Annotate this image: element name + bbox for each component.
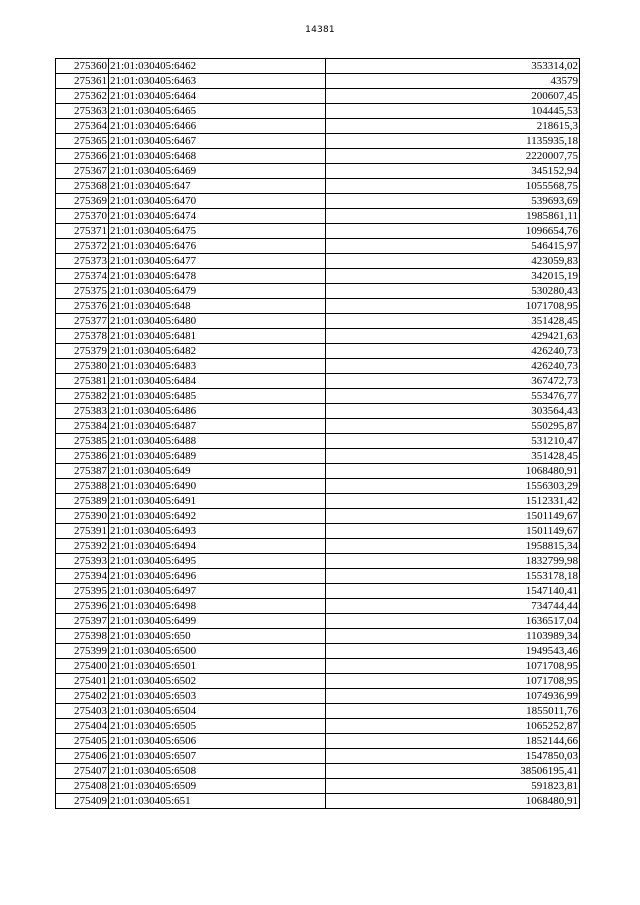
cadastral-value-cell: 1055568,75	[326, 179, 580, 194]
table-row	[56, 764, 580, 779]
row-number-cell: 275364	[56, 119, 109, 134]
cadastral-number-cell: 21:01:030405:6505	[109, 719, 326, 734]
cadastral-number-cell: 21:01:030405:6467	[109, 134, 326, 149]
cadastral-number-cell: 21:01:030405:6490	[109, 479, 326, 494]
cadastral-number-cell: 21:01:030405:6504	[109, 704, 326, 719]
table-row	[56, 419, 580, 434]
row-number-cell: 275366	[56, 149, 109, 164]
row-number-cell: 275396	[56, 599, 109, 614]
cadastral-value-cell: 43579	[326, 74, 580, 89]
table-row	[56, 239, 580, 254]
table-row	[56, 374, 580, 389]
row-number-cell: 275403	[56, 704, 109, 719]
row-number-cell: 275368	[56, 179, 109, 194]
cadastral-value-cell: 351428,45	[326, 314, 580, 329]
cadastral-value-cell: 1547850,03	[326, 749, 580, 764]
page-number: 14381	[305, 25, 335, 35]
row-number-cell: 275375	[56, 284, 109, 299]
cadastral-number-cell: 21:01:030405:6465	[109, 104, 326, 119]
cadastral-value-cell: 1636517,04	[326, 614, 580, 629]
cadastral-number-cell: 21:01:030405:6482	[109, 344, 326, 359]
row-number-cell: 275384	[56, 419, 109, 434]
row-number-cell: 275378	[56, 329, 109, 344]
cadastral-value-cell: 591823,81	[326, 779, 580, 794]
registry-table	[55, 58, 580, 809]
cadastral-number-cell: 21:01:030405:6464	[109, 89, 326, 104]
cadastral-number-cell: 21:01:030405:6498	[109, 599, 326, 614]
cadastral-number-cell: 21:01:030405:6509	[109, 779, 326, 794]
cadastral-value-cell: 1065252,87	[326, 719, 580, 734]
row-number-cell: 275377	[56, 314, 109, 329]
cadastral-value-cell: 429421,63	[326, 329, 580, 344]
table-row	[56, 89, 580, 104]
row-number-cell: 275369	[56, 194, 109, 209]
cadastral-value-cell: 353314,02	[326, 59, 580, 74]
cadastral-number-cell: 21:01:030405:6500	[109, 644, 326, 659]
row-number-cell: 275385	[56, 434, 109, 449]
row-number-cell: 275380	[56, 359, 109, 374]
row-number-cell: 275394	[56, 569, 109, 584]
row-number-cell: 275361	[56, 74, 109, 89]
registry-table-body	[56, 59, 580, 809]
cadastral-number-cell: 21:01:030405:6506	[109, 734, 326, 749]
table-row	[56, 719, 580, 734]
cadastral-number-cell: 21:01:030405:6489	[109, 449, 326, 464]
table-row	[56, 599, 580, 614]
cadastral-number-cell: 21:01:030405:6499	[109, 614, 326, 629]
table-row	[56, 734, 580, 749]
cadastral-number-cell: 21:01:030405:6485	[109, 389, 326, 404]
cadastral-number-cell: 21:01:030405:6477	[109, 254, 326, 269]
table-row	[56, 704, 580, 719]
cadastral-number-cell: 21:01:030405:6466	[109, 119, 326, 134]
cadastral-value-cell: 531210,47	[326, 434, 580, 449]
row-number-cell: 275389	[56, 494, 109, 509]
cadastral-number-cell: 21:01:030405:6495	[109, 554, 326, 569]
cadastral-number-cell: 21:01:030405:6501	[109, 659, 326, 674]
cadastral-number-cell: 21:01:030405:6486	[109, 404, 326, 419]
row-number-cell: 275383	[56, 404, 109, 419]
cadastral-value-cell: 1501149,67	[326, 509, 580, 524]
cadastral-value-cell: 1855011,76	[326, 704, 580, 719]
cadastral-value-cell: 426240,73	[326, 359, 580, 374]
cadastral-value-cell: 1832799,98	[326, 554, 580, 569]
cadastral-number-cell: 21:01:030405:651	[109, 794, 326, 809]
table-row	[56, 749, 580, 764]
table-row	[56, 134, 580, 149]
table-row	[56, 59, 580, 74]
cadastral-value-cell: 342015,19	[326, 269, 580, 284]
cadastral-value-cell: 351428,45	[326, 449, 580, 464]
row-number-cell: 275401	[56, 674, 109, 689]
table-row	[56, 194, 580, 209]
table-row	[56, 659, 580, 674]
cadastral-number-cell: 21:01:030405:6462	[109, 59, 326, 74]
table-row	[56, 779, 580, 794]
table-row	[56, 269, 580, 284]
row-number-cell: 275398	[56, 629, 109, 644]
row-number-cell: 275371	[56, 224, 109, 239]
row-number-cell: 275387	[56, 464, 109, 479]
row-number-cell: 275399	[56, 644, 109, 659]
row-number-cell: 275372	[56, 239, 109, 254]
table-row	[56, 329, 580, 344]
cadastral-value-cell: 1068480,91	[326, 464, 580, 479]
row-number-cell: 275402	[56, 689, 109, 704]
row-number-cell: 275409	[56, 794, 109, 809]
cadastral-number-cell: 21:01:030405:6474	[109, 209, 326, 224]
table-row	[56, 524, 580, 539]
cadastral-number-cell: 21:01:030405:6476	[109, 239, 326, 254]
cadastral-value-cell: 1096654,76	[326, 224, 580, 239]
row-number-cell: 275360	[56, 59, 109, 74]
row-number-cell: 275404	[56, 719, 109, 734]
cadastral-value-cell: 1103989,34	[326, 629, 580, 644]
table-row	[56, 179, 580, 194]
table-row	[56, 224, 580, 239]
cadastral-number-cell: 21:01:030405:6469	[109, 164, 326, 179]
cadastral-value-cell: 423059,83	[326, 254, 580, 269]
row-number-cell: 275393	[56, 554, 109, 569]
cadastral-number-cell: 21:01:030405:6480	[109, 314, 326, 329]
cadastral-value-cell: 1556303,29	[326, 479, 580, 494]
table-row	[56, 644, 580, 659]
cadastral-value-cell: 2220007,75	[326, 149, 580, 164]
table-row	[56, 569, 580, 584]
row-number-cell: 275379	[56, 344, 109, 359]
table-row	[56, 434, 580, 449]
cadastral-number-cell: 21:01:030405:6496	[109, 569, 326, 584]
cadastral-number-cell: 21:01:030405:6488	[109, 434, 326, 449]
table-row	[56, 344, 580, 359]
cadastral-number-cell: 21:01:030405:6491	[109, 494, 326, 509]
cadastral-number-cell: 21:01:030405:6503	[109, 689, 326, 704]
cadastral-value-cell: 218615,3	[326, 119, 580, 134]
row-number-cell: 275365	[56, 134, 109, 149]
cadastral-value-cell: 550295,87	[326, 419, 580, 434]
cadastral-value-cell: 1135935,18	[326, 134, 580, 149]
table-row	[56, 674, 580, 689]
row-number-cell: 275400	[56, 659, 109, 674]
table-row	[56, 299, 580, 314]
cadastral-number-cell: 21:01:030405:6502	[109, 674, 326, 689]
cadastral-number-cell: 21:01:030405:647	[109, 179, 326, 194]
cadastral-value-cell: 539693,69	[326, 194, 580, 209]
row-number-cell: 275392	[56, 539, 109, 554]
cadastral-value-cell: 345152,94	[326, 164, 580, 179]
cadastral-number-cell: 21:01:030405:6497	[109, 584, 326, 599]
table-row	[56, 209, 580, 224]
row-number-cell: 275374	[56, 269, 109, 284]
cadastral-value-cell: 367472,73	[326, 374, 580, 389]
cadastral-number-cell: 21:01:030405:6507	[109, 749, 326, 764]
cadastral-value-cell: 1071708,95	[326, 659, 580, 674]
table-row	[56, 74, 580, 89]
cadastral-number-cell: 21:01:030405:650	[109, 629, 326, 644]
cadastral-number-cell: 21:01:030405:6508	[109, 764, 326, 779]
cadastral-number-cell: 21:01:030405:6481	[109, 329, 326, 344]
cadastral-value-cell: 38506195,41	[326, 764, 580, 779]
row-number-cell: 275407	[56, 764, 109, 779]
cadastral-number-cell: 21:01:030405:648	[109, 299, 326, 314]
row-number-cell: 275386	[56, 449, 109, 464]
cadastral-value-cell: 200607,45	[326, 89, 580, 104]
cadastral-value-cell: 734744,44	[326, 599, 580, 614]
cadastral-number-cell: 21:01:030405:6494	[109, 539, 326, 554]
row-number-cell: 275390	[56, 509, 109, 524]
table-row	[56, 314, 580, 329]
row-number-cell: 275395	[56, 584, 109, 599]
table-row	[56, 479, 580, 494]
row-number-cell: 275362	[56, 89, 109, 104]
table-row	[56, 584, 580, 599]
row-number-cell: 275391	[56, 524, 109, 539]
row-number-cell: 275367	[56, 164, 109, 179]
row-number-cell: 275370	[56, 209, 109, 224]
cadastral-value-cell: 1068480,91	[326, 794, 580, 809]
table-row	[56, 149, 580, 164]
table-row	[56, 494, 580, 509]
table-row	[56, 629, 580, 644]
cadastral-value-cell: 530280,43	[326, 284, 580, 299]
cadastral-value-cell: 1852144,66	[326, 734, 580, 749]
row-number-cell: 275405	[56, 734, 109, 749]
cadastral-value-cell: 546415,97	[326, 239, 580, 254]
cadastral-value-cell: 553476,77	[326, 389, 580, 404]
cadastral-number-cell: 21:01:030405:649	[109, 464, 326, 479]
table-row	[56, 164, 580, 179]
cadastral-number-cell: 21:01:030405:6475	[109, 224, 326, 239]
table-row	[56, 794, 580, 809]
cadastral-number-cell: 21:01:030405:6492	[109, 509, 326, 524]
cadastral-value-cell: 1512331,42	[326, 494, 580, 509]
table-row	[56, 284, 580, 299]
row-number-cell: 275376	[56, 299, 109, 314]
cadastral-number-cell: 21:01:030405:6468	[109, 149, 326, 164]
row-number-cell: 275397	[56, 614, 109, 629]
cadastral-number-cell: 21:01:030405:6479	[109, 284, 326, 299]
table-row	[56, 389, 580, 404]
table-row	[56, 254, 580, 269]
cadastral-value-cell: 1985861,11	[326, 209, 580, 224]
cadastral-number-cell: 21:01:030405:6487	[109, 419, 326, 434]
table-row	[56, 359, 580, 374]
table-row	[56, 554, 580, 569]
cadastral-number-cell: 21:01:030405:6463	[109, 74, 326, 89]
cadastral-value-cell: 1071708,95	[326, 674, 580, 689]
cadastral-number-cell: 21:01:030405:6478	[109, 269, 326, 284]
row-number-cell: 275381	[56, 374, 109, 389]
row-number-cell: 275408	[56, 779, 109, 794]
cadastral-number-cell: 21:01:030405:6470	[109, 194, 326, 209]
table-row	[56, 689, 580, 704]
cadastral-number-cell: 21:01:030405:6483	[109, 359, 326, 374]
cadastral-value-cell: 426240,73	[326, 344, 580, 359]
table-row	[56, 104, 580, 119]
table-row	[56, 509, 580, 524]
cadastral-value-cell: 1958815,34	[326, 539, 580, 554]
table-row	[56, 614, 580, 629]
row-number-cell: 275382	[56, 389, 109, 404]
cadastral-value-cell: 1553178,18	[326, 569, 580, 584]
cadastral-value-cell: 303564,43	[326, 404, 580, 419]
cadastral-value-cell: 104445,53	[326, 104, 580, 119]
cadastral-value-cell: 1501149,67	[326, 524, 580, 539]
cadastral-number-cell: 21:01:030405:6493	[109, 524, 326, 539]
row-number-cell: 275406	[56, 749, 109, 764]
cadastral-value-cell: 1071708,95	[326, 299, 580, 314]
table-row	[56, 449, 580, 464]
row-number-cell: 275388	[56, 479, 109, 494]
cadastral-value-cell: 1547140,41	[326, 584, 580, 599]
table-row	[56, 539, 580, 554]
table-row	[56, 119, 580, 134]
cadastral-value-cell: 1949543,46	[326, 644, 580, 659]
row-number-cell: 275363	[56, 104, 109, 119]
cadastral-number-cell: 21:01:030405:6484	[109, 374, 326, 389]
table-row	[56, 404, 580, 419]
cadastral-value-cell: 1074936,99	[326, 689, 580, 704]
table-row	[56, 464, 580, 479]
row-number-cell: 275373	[56, 254, 109, 269]
